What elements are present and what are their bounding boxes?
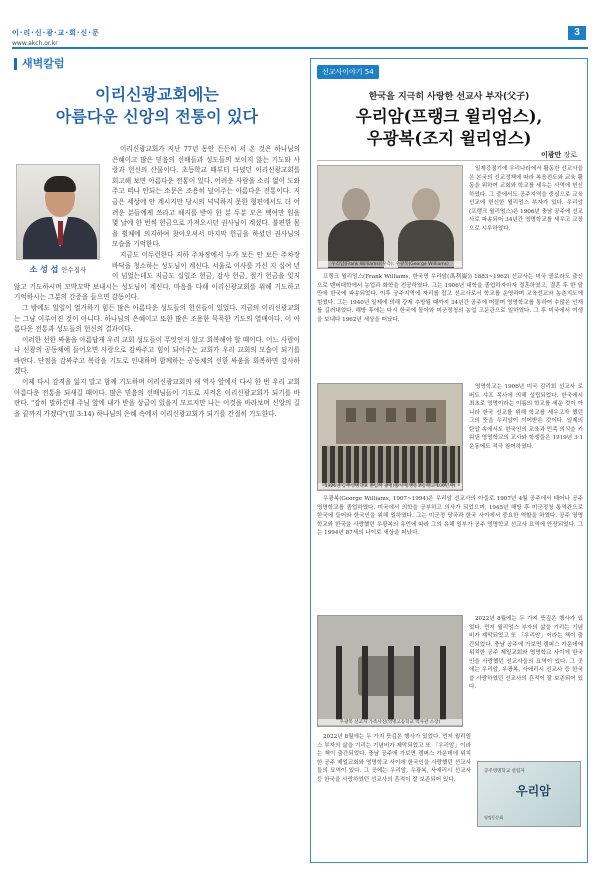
photo-caption: 1926년 공주영명학교 졸업식 광경(출처 영명중고등학교 100년사): [318, 483, 462, 489]
header-rule: [12, 47, 588, 49]
photo-family: [317, 615, 463, 727]
story-byline: [541, 150, 577, 160]
series-tag: 선교사이야기 54: [317, 65, 379, 79]
book-cover-image: [477, 761, 581, 827]
article-paragraph: 지금도 이두런한다 지하 주차장에서 누가 보든 안 보든 주차장 바닥을 청소하는 성도님이 계신다. 서울로 이사를 가신 지 십여 년이 넘었는데도 지금도 십일조 헌금, 감사 헌금, 절기 헌금을 잊지 않고 기도하시며 꼬박꼬박 보내시는 성도님이 계신다. 마음을 다해 이리신광교회를 위해 기도하고 기억하시는 그분의 간증을 들으면 감동이다.: [14, 250, 300, 302]
photo-williams-portraits: [317, 165, 463, 269]
book-subtitle: 공주영명학교 설립자: [484, 769, 525, 774]
newspaper-name: 이·리·신·광·교·회·신·문: [12, 29, 100, 37]
book-title: 우리암: [516, 784, 551, 798]
section-label: 새벽칼럼: [14, 58, 300, 70]
story-paragraph: 2022년 8월에는 두 가지 뜻깊은 행사가 있었다. 먼저 윌리엄스 부자의 삶을 기리는 기념비가 제막되었고 또 「우리암」이라는 책이 출간되었다. 충남 공주에 가보면 캠퍼스 가운데에 위치한 공주 제일교회와 영명학교 사이에 한국인을 사랑했던 선교사들의 묘역이 있다. 그 곳에는 우리암, 우광복, 사애리시 선교사 등 한국을 사랑하였던 선교사의 흔적이 잘 보존되어 있다.: [469, 616, 583, 690]
newspaper-url[interactable]: www.akch.or.kr: [12, 40, 58, 47]
book-footer: 영명동문회: [484, 815, 504, 820]
author-box: [14, 164, 102, 276]
story-title-line1: 우리암(프랭크 윌리엄스),: [355, 107, 543, 126]
article-body: [14, 128, 300, 419]
article-paragraph: 이제 다시 감격을 잃지 말고 함께 기도하며 이리신광교회의 새 역사 앞에서 다시 한 번 우리 교회 아름다운 전통을 되새길 때이다. 많은 믿음의 선배님들이 기도로 지켜온 이리신광교회가 되기를 바란다. "감히 말하건대 주님 앞에 내가 받을 상급이 있을지 모르지만 나는 이것을 바라보며 신앙의 길을 끝까지 가겠다"(빌 3:14) 하나님의 은혜 속에서 이리신광교회가 되기를 간절히 기도한다.: [14, 378, 300, 418]
story-text-mid: [317, 273, 583, 381]
masthead: [12, 28, 100, 47]
article-title-line2: 아름다운 신앙의 전통이 있다: [55, 107, 259, 126]
photo-caption: 우광복 선교사 가족사진(영명고등학교 역사관 소장): [318, 719, 462, 725]
story-text-bottom: [317, 495, 583, 611]
story-paragraph: 2022년 8월에는 두 가지 뜻깊은 행사가 있었다. 먼저 윌리엄스 부자의 삶을 기리는 기념비가 제막되었고 또 「우리암」이라는 책이 출간되었다. 충남 공주에 가보면 캠퍼스 가운데에 위치한 공주 제일교회와 영명학교 사이에 한국인을 사랑했던 선교사들의 묘역이 있다. 그 곳에는 우리암, 우광복, 사애리시 선교사 등 한국을 사랑하였던 선교사의 흔적이 잘 보존되어 있다.: [317, 734, 471, 783]
column-article: [14, 58, 300, 419]
author-name-text: 소 성 섭: [29, 264, 59, 274]
story-paragraph: 영명학교는 1906년 미국 감리회 선교사 로버트 샤프 목사에 의해 설립되었다. 한국에서 최초로 영명이라는 이름의 학교를 세운 것이 아니라 한국 선교를 위해 학교를 세우고자 했던 그의 뜻을 우리암이 이어받은 것이다. 일제의 탄압 속에서도 한국인의 교육과 민족 의식을 키워낸 영명학교의 교사와 학생들은 1919년 3·1 운동에도 적극 참여하였다.: [469, 384, 583, 450]
page-number: 3: [568, 26, 586, 40]
byline-name: 이광만: [540, 151, 562, 159]
article-title: [14, 84, 300, 128]
story-text-mid2: [469, 383, 583, 491]
story-text-top: [469, 165, 583, 269]
byline-role: 장로: [563, 151, 577, 159]
story-paragraph: 프랭크 윌리엄스(Frank Williams, 한국명 우리암(禹利巖)) 1883~1962) 선교사는 미국 콜로라도 출신으로 덴버대학에서 농업과 화학을 전공하였다. 그는 1906년 대학을 졸업하자마자 결혼하였고, 결혼 후 한 달 만에 한국에 파송되었다. 이후 공주지역에 자리를 잡고 선교사로서 학교를 운영하며 교육선교와 농촌지도에 힘썼다. 그는 1940년 일제에 의해 강제 추방될 때까지 34년간 공주에 머물며 영명학교를 통하여 수많은 인재를 길러내었다. 해방 후에는 다시 한국에 돌아와 미군정청의 농업 고문관으로 일하였다. 그 후 미국에서 여생을 보내다 1962년 세상을 떠났다.: [317, 274, 583, 323]
story-title-line2: 우광복(조지 윌리엄스): [366, 129, 532, 148]
article-title-line1: 이리신광교회에는: [95, 85, 219, 104]
story-subtitle: 한국을 지극히 사랑한 선교사 부자(父子): [368, 92, 530, 102]
author-photo: [16, 164, 100, 260]
column-missionary-story: [310, 58, 588, 863]
author-name: [14, 264, 102, 276]
story-paragraph: 일제강점기에 우리나라에서 활동한 선교사들은 본국의 선교정책에 따라 복음전도와 교육 활동을 위하여 교회와 학교를 세우는 사역에 헌신하였다. 그 중에서도 공주지역을 중심으로 교육선교에 헌신한 윌리엄스 부자가 있다. 우리암(프랭크 윌리엄스)은 1906년 충남 공주에 선교사로 파송되어 34년간 영명학교를 세우고 교장으로 시무하였다.: [469, 166, 583, 232]
photo-graduation: [317, 383, 463, 491]
article-paragraph: 그 밖에도 일일이 열거하기 힘든 많은 아름다운 성도들의 헌신들이 있었다. 지금의 이리신광교회는 그냥 이루어진 것이 아니다. 하나님의 은혜이고 또한 많은 조용한 묵묵한 기도의 열매이다. 이 아름다운 전통과 성도들의 헌신의 결과이다.: [14, 303, 300, 334]
title-rule: [317, 160, 581, 161]
story-text-end: [469, 615, 583, 755]
article-paragraph: 이리신광교회가 지난 77년 동안 든든히 서 온 것은 하나님의 은혜이고 많은 믿음의 선배들과 성도들의 보이지 않는 기도와 사랑과 헌신의 산물이다. 초등학교 때부터 다녔던 이리신광교회를 회고해 보면 아름다운 전통이 있다. 어려운 사람을 소리 없이 도와주고 떠나 안되는 소문은 조용히 덮어주는 아름다운 전통이다. 지금은 세상에 안 계시지만 당시의 넉넉하지 못한 형편에서도 더 어려운 분들에게 쓰라고 헤지를 받아 한 분 두분 모은 백여만 원을 몇 날에 한 번씩 헌금으로 가져오시던 권사님이 계셨다. 불편한 몸을 휠체에 의지하여 찾아오셔서 마지막 헌금을 하셨던 권사님의 모습을 기억한다.: [112, 145, 300, 249]
photo-caption: 우리암(Frank Williams)(우측), 우광복(George Williams): [318, 261, 462, 267]
author-role: 안수집사: [61, 266, 87, 274]
article-paragraph: 이러한 선한 싸움을 아름답게 우리 교회 성도들이 무엇인지 알고 회복해야 할 때이다. 어느 사람이나 신광의 공동체에 들어오면 사랑으로 감싸주고 힘이 되어주는 교회가 우리 교회의 모습이 되기를 바란다. 단점을 감싸주고 복락을 기도로 인내하며 함께하는 공동체의 선한 싸움을 회복하면 감사하겠다.: [14, 335, 300, 376]
story-paragraph: 우광복(George Williams, 1907~1994)은 우리암 선교사의 아들로 1907년 4월 공주에서 태어나 공주 영명학교를 졸업하였다. 미국에서 의학을 공부하고 의사가 되었으며, 1945년 해방 후 미군정청 통역관으로 한국에 들어와 한국인을 위해 일하였다. 그는 미군정 당국과 한국 사이에서 중요한 역할을 하였다. 공주 영명학교와 한국을 사랑했던 우광복의 유언에 따라 그의 유해 일부가 공주 영명학교 선교사 묘역에 안장되었다. 그는 1994년 87세의 나이로 세상을 떠났다.: [317, 496, 583, 536]
story-text-closing: [317, 733, 471, 857]
